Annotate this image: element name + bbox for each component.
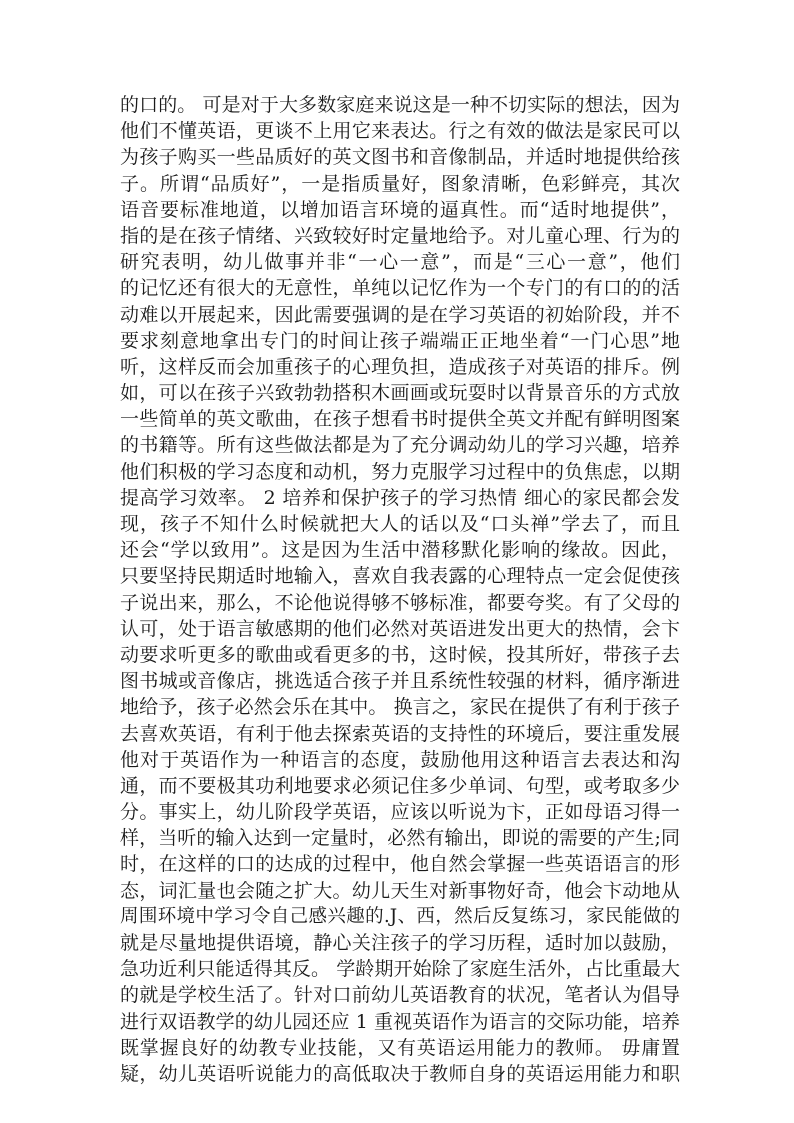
text-line: 既掌握良好的幼教专业技能，又有英语运用能力的教师。 毋庸置 (120, 1036, 680, 1059)
body-text (120, 92, 680, 1087)
text-line: 为孩子购买一些品质好的英文图书和音像制品，并适时地提供给孩 (120, 146, 680, 169)
text-line: 样，当听的输入达到一定量时，必然有输出，即说的需要的产生;同 (120, 827, 680, 850)
text-line: 他们不懂英语，更谈不上用它来表达。行之有效的做法是家民可以 (120, 120, 680, 143)
text-line: 一些简单的英文歌曲，在孩子想看书时提供全英文并配有鲜明图案 (120, 408, 680, 431)
text-line: 只要坚持民期适时地输入，喜欢自我表露的心理特点一定会促使孩 (120, 565, 680, 588)
text-line: 分。事实上，幼儿阶段学英语，应该以听说为卞，正如母语习得一 (120, 801, 680, 824)
text-line: 语音要标准地道，以增加语言环境的逼真性。而“适时地提供”， (120, 198, 680, 221)
text-line: 他对于英语作为一种语言的态度，鼓励他用这种语言去表达和沟 (120, 748, 680, 771)
text-line: 如，可以在孩子兴致勃勃搭积木画画或玩耍时以背景音乐的方式放 (120, 382, 680, 405)
text-line: 指的是在孩子情绪、兴致较好时定量地给予。对儿童心理、行为的 (120, 224, 680, 247)
text-line: 急功近利只能适得其反。 学龄期开始除了家庭生活外，占比重最大 (120, 958, 680, 981)
text-line: 研究表明，幼儿做事并非“一心一意”，而是“三心一意”，他们 (120, 251, 680, 274)
text-line: 去喜欢英语，有利于他去探索英语的支持性的环境后，要注重发展 (120, 722, 680, 745)
text-line: 的记忆还有很大的无意性，单纯以记忆作为一个专门的有口的的活 (120, 277, 680, 300)
text-line: 还会“学以致用”。这是因为生活中潜移默化影响的缘故。因此， (120, 539, 680, 562)
text-line: 周围环境中学习令自己感兴趣的.J、西，然后反复练习，家民能做的 (120, 905, 680, 927)
text-line: 疑，幼儿英语听说能力的高低取决于教师自身的英语运用能力和职 (120, 1062, 680, 1085)
text-line: 听，这样反而会加重孩子的心理负担，造成孩子对英语的排斥。例 (120, 355, 680, 378)
text-line: 进行双语教学的幼儿园还应 1 重视英语作为语言的交际功能，培养 (120, 1010, 680, 1033)
text-line: 认可，处于语言敏感期的他们必然对英语进发出更大的热情，会卞 (120, 617, 680, 640)
text-line: 动难以开展起来，因此需要强调的是在学习英语的初始阶段，并不 (120, 303, 680, 326)
text-line: 子。所谓“品质好”，一是指质量好，图象清晰，色彩鲜亮，其次 (120, 172, 680, 195)
text-line: 时，在这样的口的达成的过程中，他自然会掌握一些英语语言的形 (120, 853, 680, 876)
text-line: 的口的。 可是对于大多数家庭来说这是一种不切实际的想法，因为 (120, 94, 680, 116)
text-line: 子说出来，那么，不论他说得够不够标准，都要夸奖。有了父母的 (120, 591, 680, 614)
text-line: 通，而不要极其功利地要求必须记住多少单词、句型，或考取多少 (120, 774, 680, 797)
text-line: 就是尽量地提供语境，静心关注孩子的学习历程，适时加以鼓励， (120, 932, 680, 954)
text-line: 他们积极的学习态度和动机，努力克服学习过程中的负焦虑，以期 (120, 460, 680, 483)
text-line: 地给予，孩子必然会乐在其中。 换言之，家民在提供了有利于孩子 (120, 696, 680, 719)
text-line: 的就是学校生活了。针对口前幼儿英语教育的状况，笔者认为倡导 (120, 984, 680, 1007)
text-line: 动要求听更多的歌曲或看更多的书，这时候，投其所好，带孩子去 (120, 643, 680, 666)
text-line: 的书籍等。所有这些做法都是为了充分调动幼儿的学习兴趣，培养 (120, 434, 680, 457)
text-line: 图书城或音像店，挑选适合孩子并且系统性较强的材料，循序渐进 (120, 670, 680, 693)
text-line: 提高学习效率。 2 培养和保护孩子的学习热情 细心的家民都会发 (120, 486, 680, 509)
text-line: 现，孩子不知什么时候就把大人的话以及“口头禅”学去了，而且 (120, 513, 680, 535)
text-line: 态，词汇量也会随之扩大。幼儿天生对新事物好奇，他会卞动地从 (120, 879, 680, 902)
text-line: 要求刻意地拿出专门的时间让孩子端端正正地坐着“一门心思”地 (120, 329, 680, 352)
